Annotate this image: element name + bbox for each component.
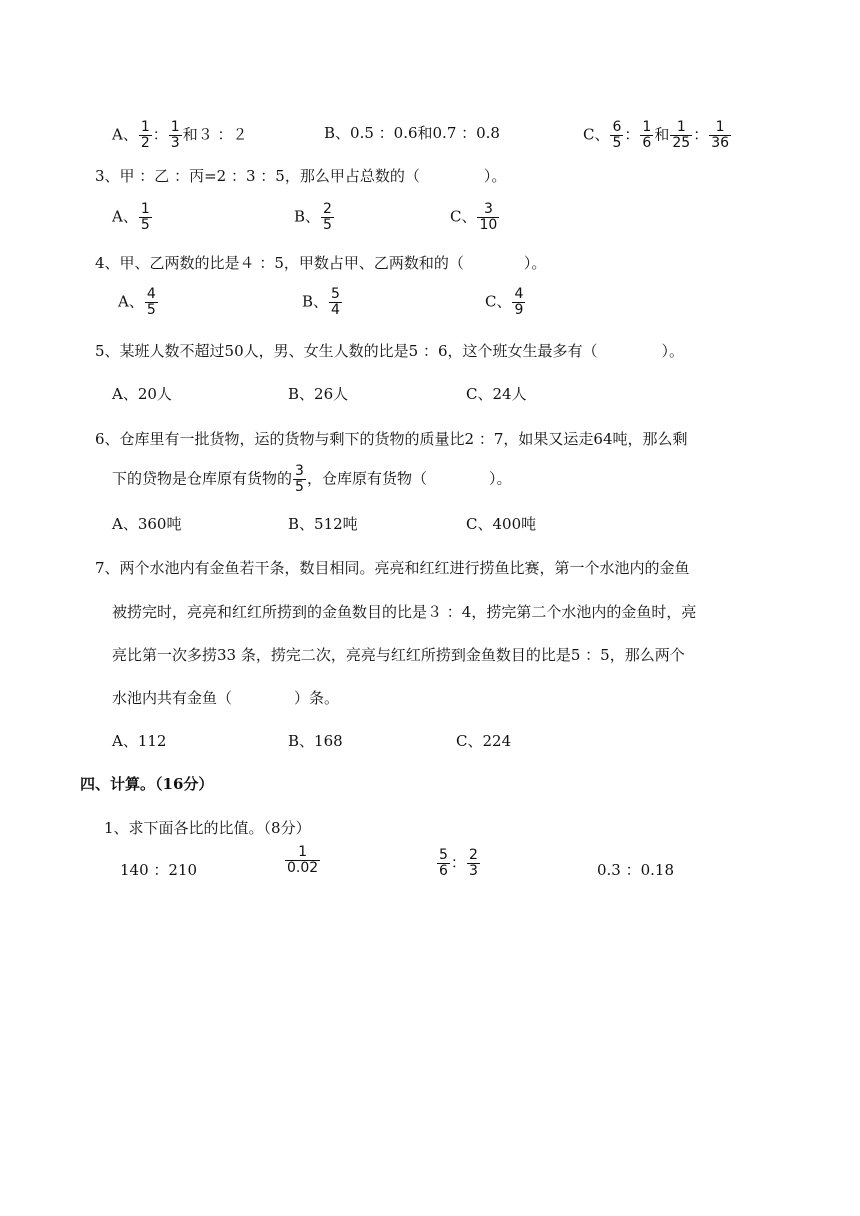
q5-option-a: A、20人 bbox=[112, 385, 172, 403]
q7-option-a: A、112 bbox=[112, 732, 167, 750]
ratio-expression-1: 140 ：210 bbox=[120, 861, 198, 879]
question-7-line-4: 水池内共有金鱼（ ）条。 bbox=[112, 689, 340, 707]
fraction: $\frac{1}{36}$ bbox=[711, 119, 730, 151]
fraction: $\frac{1}{2}$ bbox=[140, 119, 150, 151]
colon: ： bbox=[624, 125, 640, 144]
q7-option-b: B、168 bbox=[288, 732, 343, 750]
question-6-line-1: 6、仓库里有一批货物，运的货物与剩下的货物的质量比2 ：7，如果又运走64吨，那么剩 bbox=[95, 430, 688, 448]
q5-option-c: C、24人 bbox=[466, 385, 527, 403]
q6-option-a: A、360吨 bbox=[112, 515, 182, 533]
fraction: $\frac{3}{10}$ bbox=[479, 201, 498, 233]
colon: ： bbox=[152, 125, 168, 144]
q2-option-c bbox=[583, 120, 732, 151]
q4-option-a: A、 $\frac{4}{5}$ bbox=[118, 286, 156, 318]
option-tail: 和３ ：２ bbox=[182, 125, 248, 144]
q3-option-b: B、 $\frac{2}{5}$ bbox=[294, 201, 332, 233]
fraction: $\frac{1}{6}$ bbox=[642, 119, 652, 151]
q7-option-c: C、224 bbox=[456, 732, 512, 750]
q2-option-b: B、0.5 ：0.6和0.7 ：0.8 bbox=[324, 124, 500, 142]
q3-option-a: A、 $\frac{1}{5}$ bbox=[112, 201, 150, 233]
fraction: $\frac{1}{5}$ bbox=[140, 201, 150, 233]
fraction: $\frac{2}{3}$ bbox=[468, 847, 478, 879]
fraction: $\frac{2}{5}$ bbox=[323, 201, 332, 233]
q6-option-c: C、400吨 bbox=[466, 515, 537, 533]
fraction: $\frac{5}{4}$ bbox=[331, 286, 340, 318]
q2-option-a bbox=[112, 120, 247, 151]
question-7-line-3: 亮比第一次多捞33 条，捞完二次，亮亮与红红所捞到金鱼数目的比是5 ：5，那么两个 bbox=[112, 646, 685, 664]
ratio-expression-4: 0.3 ：0.18 bbox=[597, 861, 675, 879]
fraction: $\frac{5}{6}$ bbox=[439, 847, 448, 879]
fraction: $\frac{4}{9}$ bbox=[514, 286, 524, 318]
section-4-heading: 四、计算。（16分） bbox=[80, 775, 214, 793]
ratio-expression-2 bbox=[284, 845, 321, 876]
question-3: 3、甲 ：乙 ：丙=2 ：3 ：5，那么甲占总数的（ ）。 bbox=[95, 167, 507, 185]
option-label: C、 bbox=[583, 125, 610, 144]
q6-option-b: B、512吨 bbox=[288, 515, 358, 533]
colon: ： bbox=[450, 853, 466, 872]
fraction: $\frac{1}{25}$ bbox=[672, 119, 691, 151]
fraction: $\frac{1}{3}$ bbox=[170, 119, 180, 151]
fraction: $\frac{6}{5}$ bbox=[612, 119, 622, 151]
ratio-expression-3 bbox=[436, 848, 481, 879]
question-5: 5、某班人数不超过50人，男、女生人数的比是5 ：6，这个班女生最多有（ ）。 bbox=[95, 342, 685, 360]
fraction: $\frac{4}{5}$ bbox=[146, 286, 156, 318]
and-word: 和 bbox=[654, 125, 670, 144]
q4-option-b: B、 $\frac{5}{4}$ bbox=[302, 286, 340, 318]
question-7-line-1: 7、两个水池内有金鱼若干条，数目相同。亮亮和红红进行捞鱼比赛，第一个水池内的金鱼 bbox=[95, 559, 690, 577]
option-label: A、 bbox=[112, 125, 138, 144]
q5-option-b: B、26人 bbox=[288, 385, 349, 403]
question-6-line-2: 下的贷物是仓库原有货物的 $\frac{3}{5}$ ，仓库原有货物（ ）。 bbox=[112, 463, 512, 495]
colon: ： bbox=[693, 125, 709, 144]
section-4-sub-1: 1、求下面各比的比值。（8分） bbox=[104, 819, 311, 837]
question-4: 4、甲、乙两数的比是４ ：5，甲数占甲、乙两数和的（ ）。 bbox=[95, 254, 547, 272]
q4-option-c: C、 $\frac{4}{9}$ bbox=[485, 286, 524, 318]
fraction: $\frac{1}{0.02}$ bbox=[287, 844, 319, 876]
question-7-line-2: 被捞完时，亮亮和红红所捞到的金鱼数目的比是３ ：4，捞完第二个水池内的金鱼时，亮 bbox=[112, 603, 697, 621]
fraction: $\frac{3}{5}$ bbox=[295, 463, 304, 495]
q3-option-c: C、 $\frac{3}{10}$ bbox=[450, 201, 498, 233]
